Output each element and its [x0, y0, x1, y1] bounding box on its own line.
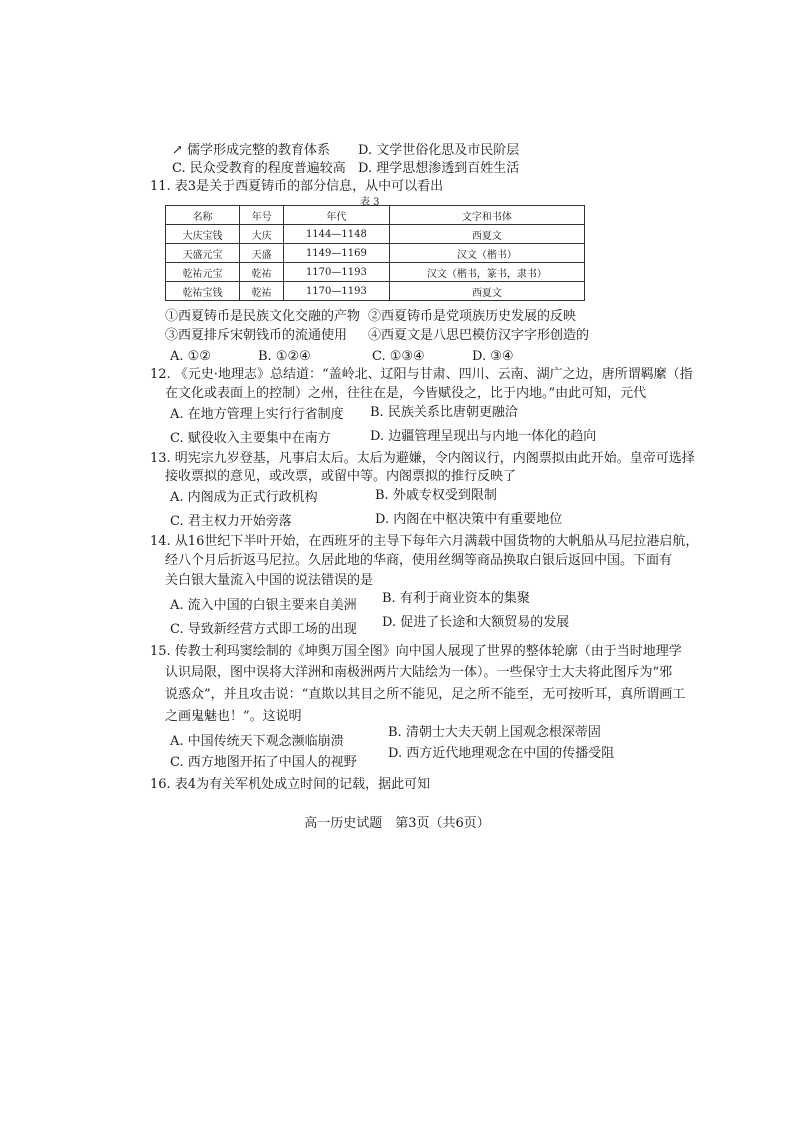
q11-statement-2: ②西夏铸币是党项族历史发展的反映: [368, 309, 577, 324]
q16-stem: 16. 表4为有关军机处成立时间的记载，据此可知: [150, 777, 431, 792]
q13-option-a: A. 内阁成为正式行政机构: [170, 490, 318, 505]
table-cell: 乾祐宝钱: [166, 282, 240, 301]
table-cell: 西夏文: [389, 225, 584, 244]
table-cell: 汉文（楷书，篆书，隶书）: [389, 263, 584, 282]
q13-option-d: D. 内阁在中枢决策中有重要地位: [375, 512, 563, 527]
q12-option-b: B. 民族关系比唐朝更融洽: [370, 405, 518, 420]
q10-option-d: D. 理学思想渗透到百姓生活: [358, 161, 520, 176]
table-header: 年代: [284, 206, 390, 225]
table-cell: 1170—1193: [284, 263, 390, 282]
q11-option-d: D. ③④: [472, 349, 514, 364]
q11-statement-3: ③西夏排斥宋朝钱币的流通使用: [165, 328, 348, 343]
table-cell: 乾祐: [240, 282, 284, 301]
table-header-row: [166, 206, 585, 225]
page-footer: 高一历史试题 第3页（共6页）: [304, 816, 490, 831]
q15-option-b: B. 清朝士大夫天朝上国观念根深蒂固: [388, 725, 601, 740]
q10-option-a: ↗ 儒学形成完整的教育体系: [172, 143, 331, 158]
table-cell: 1149—1169: [284, 244, 390, 263]
q12-option-a: A. 在地方管理上实行行省制度: [170, 407, 344, 422]
q15-stem-line-4: 之画鬼魅也！”。这说明: [165, 709, 302, 724]
q11-option-a: A. ①②: [170, 349, 211, 364]
table-cell: 乾祐元宝: [166, 263, 240, 282]
table-cell: 汉文（楷书）: [389, 244, 584, 263]
q14-stem-line-3: 关白银大量流入中国的说法错误的是: [165, 573, 374, 588]
q14-option-c: C. 导致新经营方式即工场的出现: [170, 622, 357, 637]
table-row: [166, 263, 585, 282]
table-row: [166, 282, 585, 301]
q14-stem-line-1: 14. 从16世纪下半叶开始，在西班牙的主导下每年六月满载中国货物的大帆船从马尼拉港启航，: [150, 534, 699, 549]
q13-stem-line-2: 接收票拟的意见，或改票，或留中等。内阁票拟的推行反映了: [165, 469, 517, 484]
q11-option-c: C. ①③④: [372, 349, 425, 364]
table-cell: 大庆: [240, 225, 284, 244]
table-row: [166, 244, 585, 263]
table-cell: 西夏文: [389, 282, 584, 301]
table-caption: 表 3: [360, 197, 380, 208]
q11-stem: 11. 表3是关于西夏铸币的部分信息，从中可以看出: [150, 179, 444, 194]
q15-stem-line-2: 认识局限，图中误将大洋洲和南极洲两片大陆绘为一体）。一些保守士大夫将此图斥为“邪: [165, 665, 673, 680]
table-row: [166, 225, 585, 244]
q14-option-a: A. 流入中国的白银主要来自美洲: [170, 598, 357, 613]
q11-statement-1: ①西夏铸币是民族文化交融的产物: [165, 309, 361, 324]
q14-option-d: D. 促进了长途和大额贸易的发展: [382, 615, 570, 630]
q13-option-c: C. 君主权力开始旁落: [170, 514, 292, 529]
table-header: 年号: [240, 206, 284, 225]
q12-option-c: C. 赋役收入主要集中在南方: [170, 431, 331, 446]
table-header: 文字和书体: [389, 206, 584, 225]
q15-stem-line-1: 15. 传教士利玛窦绘制的《坤舆万国全图》向中国人展现了世界的整体轮廓（由于当时地理学: [150, 644, 682, 659]
q11-option-b: B. ①②④: [258, 349, 311, 364]
table-cell: 乾祐: [240, 263, 284, 282]
q10-option-c: C. 民众受教育的程度普遍较高: [172, 161, 346, 176]
q14-stem-line-2: 经八个月后折返马尼拉。久居此地的华商，使用丝绸等商品换取白银后返回中国。下面有: [165, 553, 673, 568]
q11-statement-4: ④西夏文是八思巴模仿汉字字形创造的: [368, 328, 590, 343]
table-header: 名称: [166, 206, 240, 225]
q15-option-c: C. 西方地图开拓了中国人的视野: [170, 755, 357, 770]
q15-option-d: D. 西方近代地理观念在中国的传播受阻: [388, 746, 615, 761]
table-cell: 天盛元宝: [166, 244, 240, 263]
q15-option-a: A. 中国传统天下观念濒临崩溃: [170, 734, 344, 749]
table-cell: 1170—1193: [284, 282, 390, 301]
table-cell: 1144—1148: [284, 225, 390, 244]
q15-stem-line-3: 说惑众”，并且攻击说：“直欺以其目之所不能见，足之所不能至，无可按听耳，真所谓画工: [165, 687, 686, 702]
q13-stem-line-1: 13. 明宪宗九岁登基，凡事启太后。太后为避嫌，令内阁议行，内阁票拟由此开始。皇帝可选择: [150, 451, 695, 466]
q12-option-d: D. 边疆管理呈现出与内地一体化的趋向: [370, 429, 597, 444]
q12-stem-line-2: 在文化或表面上的控制）之州，往往在是，今皆赋役之，比于内地。”由此可知，元代: [165, 386, 647, 401]
q10-option-d-prev: D. 文学世俗化思及市民阶层: [358, 143, 520, 158]
table-cell: 天盛: [240, 244, 284, 263]
coin-table: [165, 205, 585, 301]
table-cell: 大庆宝钱: [166, 225, 240, 244]
q13-option-b: B. 外戚专权受到限制: [375, 488, 497, 503]
q12-stem-line-1: 12. 《元史·地理志》总结道：“盖岭北、辽阳与甘肃、四川、云南、湖广之边，唐所谓羁縻（指: [150, 367, 693, 382]
q14-option-b: B. 有利于商业资本的集聚: [382, 591, 530, 606]
